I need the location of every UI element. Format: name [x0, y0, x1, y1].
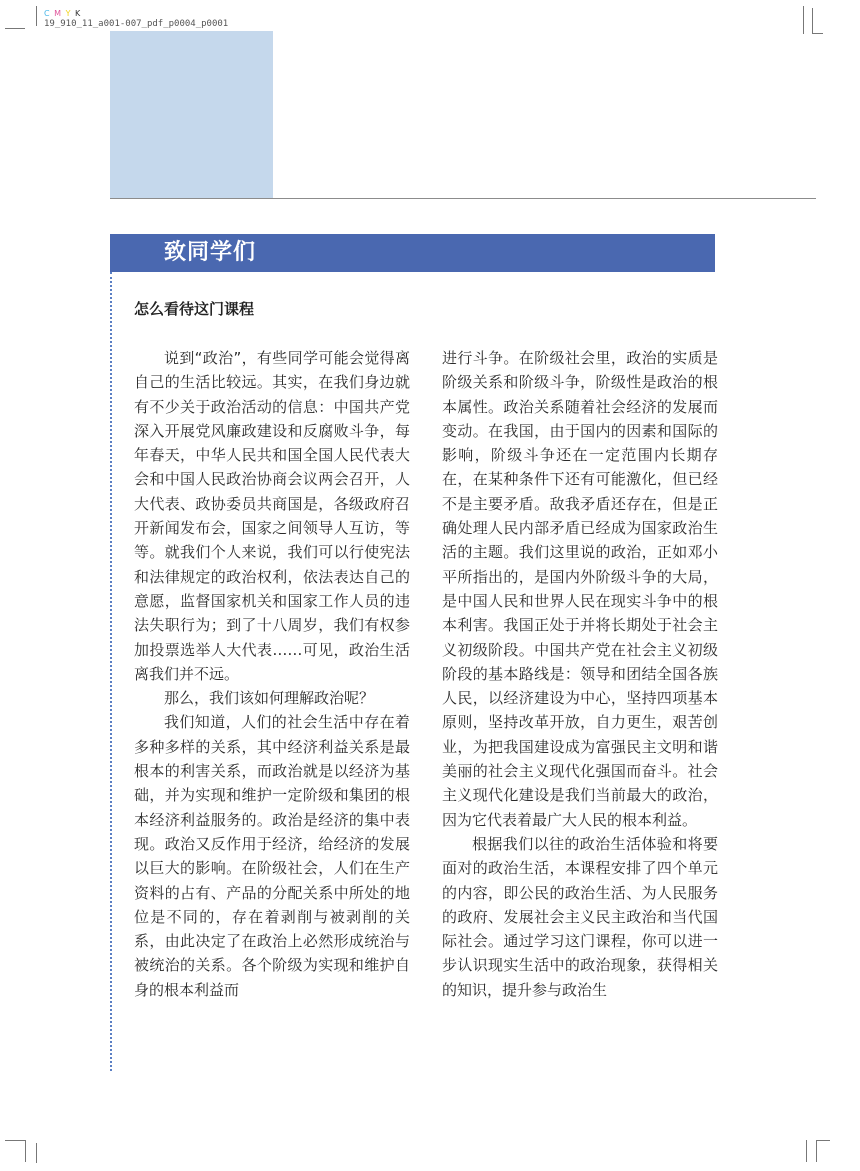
paragraph-continued: 进行斗争。在阶级社会里，政治的实质是阶级关系和阶级斗争，阶级性是政治的根本属性。政治关系随着社会经济的发展而变动。在我国，由于国内的因素和国际的影响，阶级斗争还在一定范围内长期存在，在某种条件下还有可能激化，但已经不是主要矛盾。敌我矛盾还存在，但是正确处理人民内部矛盾已经成为国家政治生活的主题。我们这里说的政治，正如邓小平所指出的，是国内外阶级斗争的大局，是中国人民和世界人民在现实斗争中的根本利害。我国正处于并将长期处于社会主义初级阶段。中国共产党在社会主义初级阶段的基本路线是：领导和团结全国各族人民，以经济建设为中心，坚持四项基本原则，坚持改革开放，自力更生，艰苦创业，为把我国建设成为富强民主文明和谐美丽的社会主义现代化强国而奋斗。社会主义现代化建设是我们当前最大的政治，因为它代表着最广大人民的根本利益。	[442, 349, 718, 829]
cmyk-color-label	[44, 9, 81, 18]
cmyk-k: K	[75, 9, 82, 18]
crop-mark-bottom-left-v1	[25, 1140, 26, 1162]
crop-mark-bottom-right-h	[816, 1140, 830, 1141]
title-banner	[110, 234, 715, 272]
crop-mark-bottom-left-h	[5, 1140, 25, 1141]
paragraph: 根据我们以往的政治生活体验和将要面对的政治生活，本课程安排了四个单元的内容，即公民的政治生活、为人民服务的政府、发展社会主义民主政治和当代国际社会。通过学习这门课程，你可以进一步认识现实生活中的政治现象，获得相关的知识，提升参与政治生	[442, 834, 718, 999]
paragraph: 我们知道，人们的社会生活中存在着多种多样的关系，其中经济利益关系是最根本的利害关系，而政治就是以经济为基础，并为实现和维护一定阶级和集团的根本经济利益服务的。政治是经济的集中表现。政治又反作用于经济，给经济的发展以巨大的影响。在阶级社会，人们在生产资料的占有、产品的分配关系中所处的地位是不同的，存在着剥削与被剥削的关系，由此决定了在政治上必然形成统治与被统治的关系。各个阶级为实现和维护自身的根本利益而	[134, 713, 410, 999]
crop-mark-bottom-right-v2	[816, 1140, 817, 1162]
margin-dotted-rule	[110, 272, 112, 1071]
body-column-right	[442, 346, 718, 1002]
paragraph: 说到“政治”，有些同学可能会觉得离自己的生活比较远。其实，在我们身边就有不少关于政治活动的信息：中国共产党深入开展党风廉政建设和反腐败斗争，每年春天，中华人民共和国全国人民代表大会和中国人民政治协商会议两会召开，人大代表、政协委员共商国是，各级政府召开新闻发布会，国家之间领导人互访，等等。就我们个人来说，我们可以行使宪法和法律规定的政治权利，依法表达自己的意愿，监督国家机关和国家工作人员的违法失职行为；到了十八周岁，我们有权参加投票选举人大代表……可见，政治生活离我们并不远。	[134, 349, 410, 683]
paragraph: 那么，我们该如何理解政治呢？	[164, 689, 375, 708]
crop-mark-top-left-v	[36, 6, 37, 26]
print-file-id: 19_910_11_a001-007_pdf_p0004_p0001	[44, 19, 229, 29]
header-rule	[110, 198, 816, 199]
page-title: 致同学们	[164, 240, 257, 265]
cmyk-y: Y	[65, 9, 72, 18]
cmyk-m: M	[54, 9, 63, 18]
crop-mark-top-right-h	[813, 33, 823, 34]
body-column-left	[134, 346, 410, 1002]
crop-mark-bottom-left-v2	[36, 1143, 37, 1163]
crop-mark-top-right-v2	[812, 8, 813, 34]
crop-mark-top-right-v1	[803, 6, 804, 34]
crop-mark-top-left-h	[5, 28, 25, 29]
section-subtitle: 怎么看待这门课程	[134, 300, 255, 318]
cmyk-c: C	[44, 9, 51, 18]
header-color-block	[110, 31, 273, 198]
crop-mark-bottom-right-v1	[806, 1140, 807, 1162]
